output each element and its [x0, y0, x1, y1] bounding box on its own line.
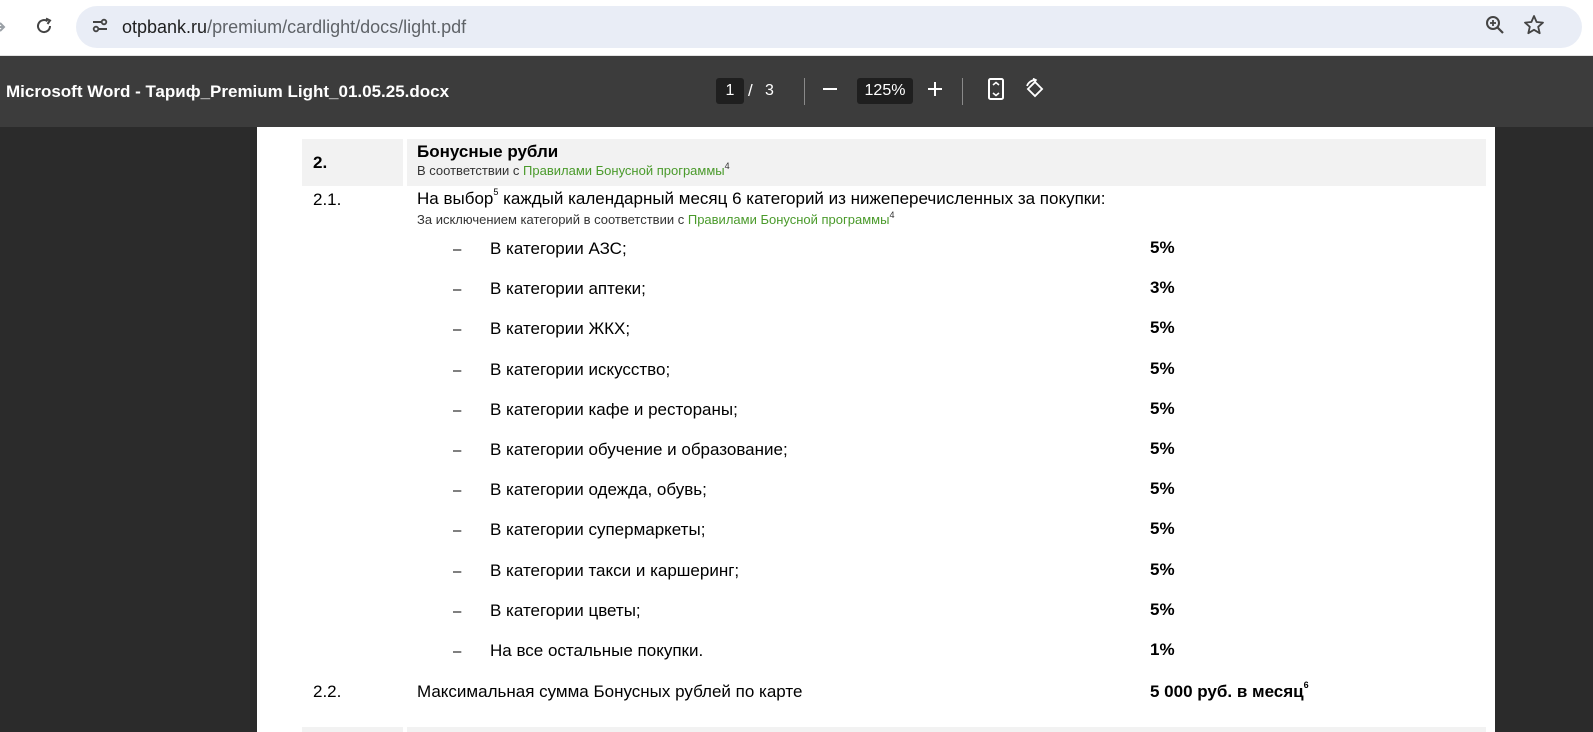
- list-dash: –: [453, 563, 462, 580]
- zoom-in-icon: [926, 80, 944, 103]
- zoom-out-button[interactable]: [814, 75, 846, 107]
- bookmark-button[interactable]: [1518, 11, 1550, 43]
- list-dash: –: [453, 442, 462, 459]
- page-zoom-button[interactable]: [1479, 11, 1511, 43]
- zoom-icon: [1485, 15, 1505, 40]
- category-label: В категории ЖКХ;: [490, 319, 631, 338]
- browser-toolbar: [0, 0, 1593, 56]
- zoom-in-button[interactable]: [919, 75, 951, 107]
- list-dash: –: [453, 362, 462, 379]
- page-total: 3: [765, 82, 774, 99]
- category-label: В категории АЗС;: [490, 239, 627, 258]
- max-bonus-value: 5 000 руб. в месяц$^6$: [1150, 680, 1309, 701]
- section-number: 2.: [313, 153, 328, 172]
- category-percent: 5%: [1150, 238, 1175, 257]
- next-row-edge: [302, 727, 403, 732]
- category-label: В категории супермаркеты;: [490, 520, 706, 539]
- bookmark-star-icon: [1523, 14, 1545, 41]
- forward-arrow-icon[interactable]: [0, 14, 10, 40]
- reload-button[interactable]: [28, 12, 60, 44]
- bonus-rules-link[interactable]: Правилами Бонусной программы: [687, 212, 890, 227]
- category-percent: 1%: [1150, 640, 1175, 659]
- category-label: В категории кафе и рестораны;: [490, 400, 738, 419]
- list-dash: –: [453, 241, 462, 258]
- item-2-1-note: За исключением категорий в соответствии с Правилами Бонусной программы$^4$: [417, 210, 895, 227]
- rotate-icon: [1024, 78, 1046, 105]
- list-dash: –: [453, 643, 462, 660]
- category-label: В категории обучение и образование;: [490, 440, 788, 459]
- category-percent: 5%: [1150, 439, 1175, 458]
- list-dash: –: [453, 321, 462, 338]
- item-2-2-text: Максимальная сумма Бонусных рублей по карте: [417, 682, 803, 701]
- pdf-page: [257, 127, 1495, 732]
- category-label: В категории искусство;: [490, 360, 671, 379]
- section-note: В соответствии с Правилами Бонусной программы$^4$: [417, 161, 730, 178]
- fit-page-icon: [987, 78, 1005, 105]
- bonus-rules-link[interactable]: Правилами Бонусной программы: [523, 163, 725, 178]
- fit-page-button[interactable]: [980, 75, 1012, 107]
- category-percent: 5%: [1150, 359, 1175, 378]
- item-2-1-text: На выбор$^5$ каждый календарный месяц 6 категорий из нижеперечисленных за покупки:: [417, 187, 1106, 208]
- page-separator: /: [748, 81, 753, 100]
- section-title: Бонусные рубли: [417, 142, 559, 161]
- list-dash: –: [453, 281, 462, 298]
- list-dash: –: [453, 522, 462, 539]
- category-label: На все остальные покупки.: [490, 641, 704, 660]
- toolbar-divider: [962, 78, 963, 105]
- category-percent: 5%: [1150, 519, 1175, 538]
- category-label: В категории одежда, обувь;: [490, 480, 707, 499]
- toolbar-divider: [804, 78, 805, 105]
- pdf-viewer[interactable]: [0, 127, 1593, 732]
- category-percent: 3%: [1150, 278, 1175, 297]
- zoom-out-icon: [821, 80, 839, 103]
- list-dash: –: [453, 603, 462, 620]
- category-label: В категории цветы;: [490, 601, 641, 620]
- reload-icon: [34, 16, 54, 41]
- next-row-edge: [407, 727, 1486, 732]
- category-label: В категории аптеки;: [490, 279, 646, 298]
- list-dash: –: [453, 402, 462, 419]
- address-bar[interactable]: [76, 6, 1582, 48]
- list-dash: –: [453, 482, 462, 499]
- site-info-button[interactable]: [84, 11, 116, 43]
- url-text[interactable]: [122, 17, 466, 38]
- category-percent: 5%: [1150, 399, 1175, 418]
- category-percent: 5%: [1150, 600, 1175, 619]
- document-title: Microsoft Word - Тариф_Premium Light_01.05.25.docx: [6, 82, 450, 101]
- pdf-toolbar: [0, 56, 1593, 127]
- page-number-input[interactable]: 1: [716, 78, 744, 104]
- category-percent: 5%: [1150, 318, 1175, 337]
- zoom-level-input[interactable]: 125%: [857, 78, 913, 104]
- category-percent: 5%: [1150, 560, 1175, 579]
- category-label: В категории такси и каршеринг;: [490, 561, 740, 580]
- url-path: /premium/cardlight/docs/light.pdf: [207, 17, 467, 37]
- url-host: otpbank.ru: [122, 17, 208, 37]
- rotate-button[interactable]: [1019, 75, 1051, 107]
- category-percent: 5%: [1150, 479, 1175, 498]
- item-number-2-2: 2.2.: [313, 682, 342, 701]
- site-info-icon: [90, 15, 110, 40]
- item-number-2-1: 2.1.: [313, 190, 342, 209]
